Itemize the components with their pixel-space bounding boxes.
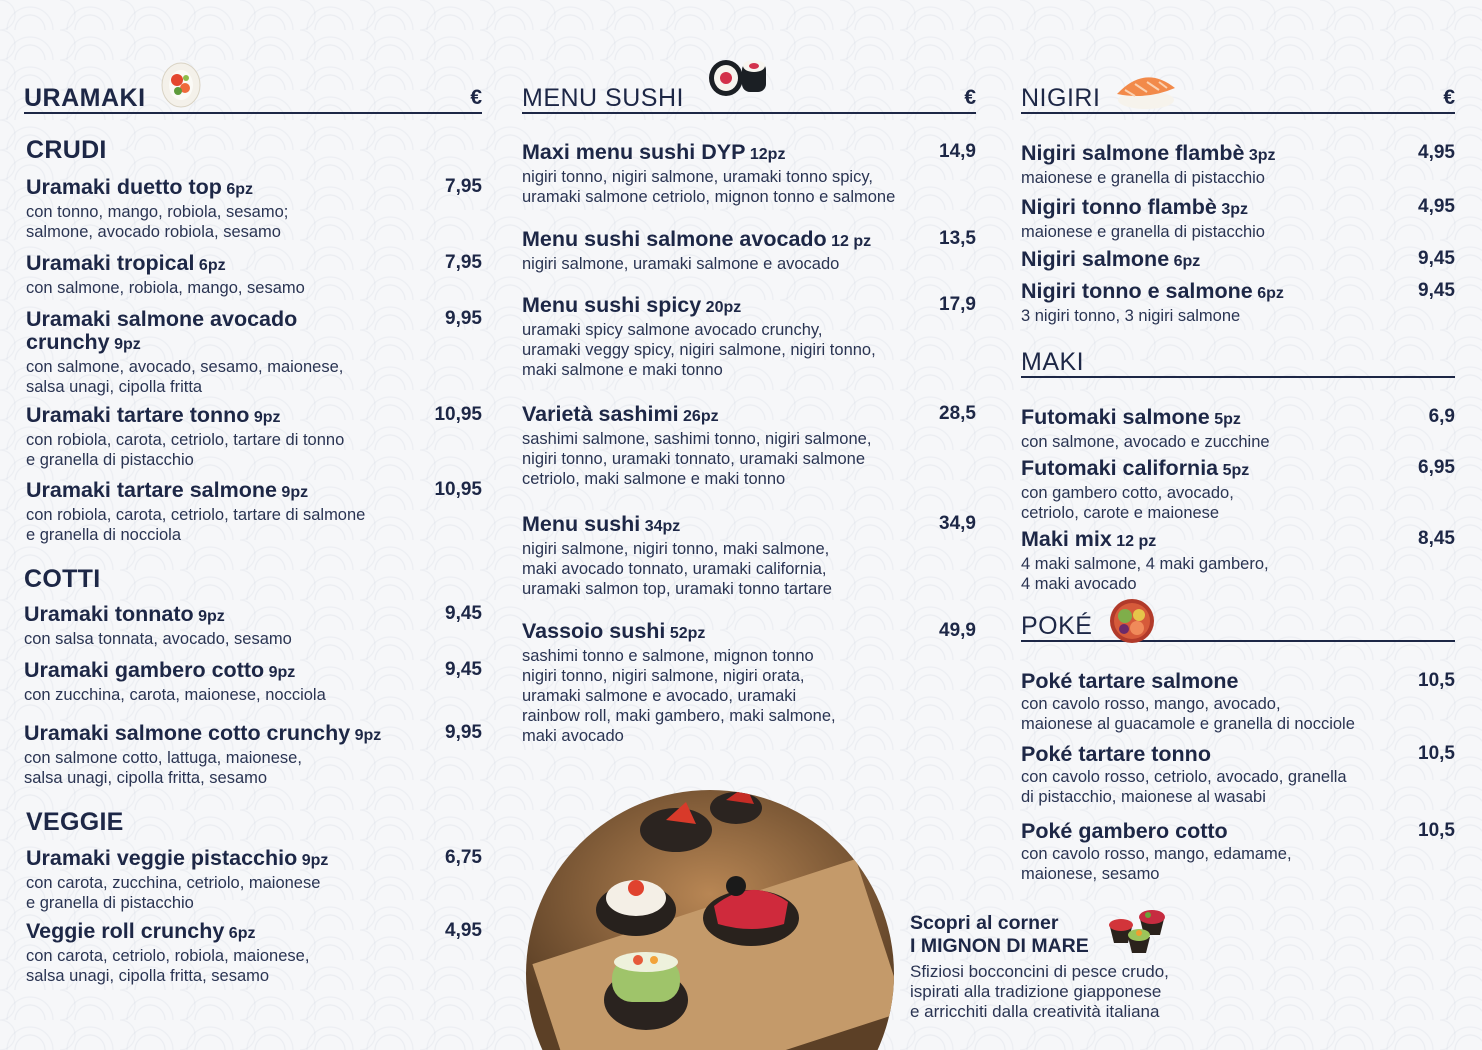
item-price: 13,5 (939, 228, 976, 249)
description-line: con zucchina, carota, maionese, nocciola (24, 686, 326, 704)
item-quantity: 3pz (1216, 201, 1249, 218)
item-title: Poké gambero cotto (1021, 819, 1228, 843)
menu-item (1021, 142, 1455, 188)
menu-item (1021, 457, 1455, 523)
item-name (1021, 743, 1455, 766)
item-name (26, 308, 482, 356)
mignon-platter-photo (526, 790, 894, 1050)
item-title: Menu sushi salmone avocado (522, 227, 827, 251)
item-price: 9,45 (445, 603, 482, 624)
description-line: nigiri tonno, uramaki tonnato, uramaki salmone (522, 450, 866, 468)
description-line: salsa unagi, cipolla fritta, sesamo (26, 967, 270, 985)
subhead-veggie: VEGGIE (26, 808, 124, 836)
item-name (1021, 280, 1455, 305)
corner-desc-line: ispirati alla tradizione giapponese (910, 982, 1162, 1001)
item-name (1021, 406, 1455, 431)
item-title: Nigiri tonno flambè (1021, 195, 1217, 219)
description-line: sashimi salmone, sashimi tonno, nigiri salmone, (522, 430, 872, 448)
mignon-corner-promo (910, 912, 1230, 1022)
item-name (1021, 196, 1455, 221)
item-description (26, 505, 482, 545)
item-description (1021, 168, 1455, 188)
description-line: salsa unagi, cipolla fritta, sesamo (24, 769, 268, 787)
item-title: Uramaki tonnato (24, 602, 194, 626)
menu-item (24, 603, 482, 649)
item-quantity: 9pz (350, 727, 382, 744)
item-name (522, 228, 976, 253)
item-title: Uramaki salmone avocado (26, 307, 298, 331)
menu-item (522, 403, 976, 489)
item-description (26, 946, 482, 986)
maki-header (1021, 338, 1455, 378)
item-description (1021, 694, 1455, 734)
menu-item (522, 228, 976, 274)
currency-symbol: € (964, 86, 976, 109)
currency-symbol: € (470, 86, 482, 109)
description-line: maionese e granella di pistacchio (1021, 223, 1265, 241)
description-line: con salmone, robiola, mango, sesamo (26, 279, 305, 297)
description-line: nigiri salmone, nigiri tonno, maki salmone, (522, 540, 830, 558)
item-title: Nigiri salmone (1021, 247, 1170, 271)
menu-item (1021, 248, 1455, 273)
item-title: Futomaki california (1021, 456, 1219, 480)
menu-item (1021, 280, 1455, 326)
description-line: 4 maki salmone, 4 maki gambero, (1021, 555, 1269, 573)
item-price: 14,9 (939, 141, 976, 162)
poke-bowl-icon (1109, 598, 1155, 644)
description-line: con carota, zucchina, cetriolo, maionese (26, 874, 321, 892)
item-quantity: 9pz (297, 852, 329, 869)
menu-item (1021, 196, 1455, 242)
description-line: con salmone, avocado e zucchine (1021, 433, 1270, 451)
item-name (522, 620, 976, 645)
item-description (1021, 844, 1455, 884)
item-name (24, 722, 482, 747)
menu-item (522, 620, 976, 746)
menu-item (26, 847, 482, 913)
section-title: NIGIRI (1021, 84, 1101, 112)
item-quantity: 12pz (745, 146, 786, 163)
item-price: 6,75 (445, 847, 482, 868)
description-line: sashimi tonno e salmone, mignon tonno (522, 647, 814, 665)
item-price: 8,45 (1418, 528, 1455, 549)
salmon-nigiri-icon (1113, 70, 1179, 110)
item-name (26, 847, 482, 872)
item-description (522, 539, 976, 599)
description-line: maki salmone e maki tonno (522, 361, 723, 379)
description-line: maki avocado (522, 727, 624, 745)
menu-item (24, 659, 482, 705)
item-description (26, 873, 482, 913)
uramaki-column (24, 0, 482, 1050)
description-line: con cavolo rosso, mango, edamame, (1021, 845, 1292, 863)
menu-item (26, 404, 482, 470)
item-description (1021, 554, 1455, 594)
menu-item (1021, 528, 1455, 594)
item-price: 7,95 (445, 252, 482, 273)
item-name (26, 176, 482, 201)
description-line: salsa unagi, cipolla fritta (26, 378, 203, 396)
description-line: con cavolo rosso, mango, avocado, (1021, 695, 1281, 713)
item-price: 9,45 (1418, 248, 1455, 269)
item-description (24, 629, 482, 649)
uramaki-roll-icon (160, 58, 202, 108)
description-line: e granella di pistacchio (26, 894, 194, 912)
nigiri-maki-poke-column (1021, 0, 1455, 1050)
item-price: 10,5 (1418, 670, 1455, 691)
item-title: Uramaki veggie pistacchio (26, 846, 298, 870)
item-title: Nigiri salmone flambè (1021, 141, 1245, 165)
description-line: con carota, cetriolo, robiola, maionese, (26, 947, 310, 965)
item-title: Menu sushi spicy (522, 293, 702, 317)
menu-item (1021, 670, 1455, 734)
description-line: nigiri salmone, uramaki salmone e avocado (522, 255, 840, 273)
description-line: 3 nigiri tonno, 3 nigiri salmone (1021, 307, 1241, 325)
item-price: 4,95 (1418, 142, 1455, 163)
corner-desc-line: Sfiziosi bocconcini di pesce crudo, (910, 962, 1169, 981)
section-title: MAKI (1021, 348, 1085, 376)
menu-item (26, 176, 482, 242)
item-description (1021, 767, 1455, 807)
section-title: MENU SUSHI (522, 84, 684, 112)
menu-item (26, 920, 482, 986)
corner-line1: Scopri al corner (910, 912, 1059, 934)
item-description (24, 748, 482, 788)
item-name (522, 513, 976, 538)
description-line: maki avocado tonnato, uramaki california, (522, 560, 827, 578)
item-title-cont: crunchy (26, 330, 110, 354)
item-name (1021, 528, 1455, 553)
item-price: 7,95 (445, 176, 482, 197)
item-description (26, 202, 482, 242)
item-description (522, 429, 976, 489)
description-line: cetriolo, carote e maionese (1021, 504, 1220, 522)
corner-description (910, 962, 1230, 1022)
uramaki-header (24, 74, 482, 114)
description-line: maionese e granella di pistacchio (1021, 169, 1265, 187)
description-line: 4 maki avocado (1021, 575, 1137, 593)
item-price: 10,5 (1418, 820, 1455, 841)
item-title: Maki mix (1021, 527, 1112, 551)
item-price: 28,5 (939, 403, 976, 424)
description-line: uramaki salmon top, uramaki tonno tartare (522, 580, 832, 598)
description-line: uramaki spicy salmone avocado crunchy, (522, 321, 823, 339)
item-price: 10,95 (434, 404, 482, 425)
item-title: Veggie roll crunchy (26, 919, 225, 943)
item-price: 10,95 (434, 479, 482, 500)
item-name (522, 141, 976, 166)
menu-item (24, 722, 482, 788)
item-quantity: 26pz (678, 408, 719, 425)
item-title: Uramaki tartare salmone (26, 478, 277, 502)
corner-desc-line: e arricchiti dalla creatività italiana (910, 1002, 1160, 1021)
item-quantity: 6pz (224, 925, 256, 942)
item-title: Uramaki duetto top (26, 175, 222, 199)
item-description (1021, 306, 1455, 326)
menu-item (26, 308, 482, 397)
description-line: con cavolo rosso, cetriolo, avocado, granella (1021, 768, 1347, 786)
item-name (522, 403, 976, 428)
item-price: 6,9 (1428, 406, 1455, 427)
subhead-cotti: COTTI (24, 565, 101, 593)
item-name (26, 479, 482, 504)
item-quantity: 6pz (1169, 253, 1201, 270)
item-price: 6,95 (1418, 457, 1455, 478)
item-price: 9,95 (445, 722, 482, 743)
description-line: con tonno, mango, robiola, sesamo; (26, 203, 289, 221)
description-line: con salmone cotto, lattuga, maionese, (24, 749, 302, 767)
item-quantity: 34pz (640, 518, 681, 535)
item-quantity: 6pz (221, 181, 254, 198)
item-quantity: 52pz (665, 625, 706, 642)
item-price: 9,45 (445, 659, 482, 680)
item-description (522, 320, 976, 380)
item-title: Vassoio sushi (522, 619, 666, 643)
item-description (522, 167, 976, 207)
nigiri-header (1021, 74, 1455, 114)
description-line: di pistacchio, maionese al wasabi (1021, 788, 1266, 806)
description-line: uramaki salmone cetriolo, mignon tonno e salmone (522, 188, 896, 206)
menu-item (26, 252, 482, 298)
item-title: Maxi menu sushi DYP (522, 140, 746, 164)
menu-item (522, 513, 976, 599)
item-title: Varietà sashimi (522, 402, 679, 426)
item-name (1021, 248, 1455, 273)
description-line: uramaki salmone e avocado, uramaki (522, 687, 797, 705)
item-description (1021, 222, 1455, 242)
description-line: con salsa tonnata, avocado, sesamo (24, 630, 292, 648)
menu-sushi-column (522, 0, 976, 1050)
item-quantity: 9pz (109, 336, 141, 353)
description-line: e granella di nocciola (26, 526, 182, 544)
item-name (24, 659, 482, 684)
item-name (26, 404, 482, 429)
item-quantity: 9pz (264, 664, 296, 681)
item-name (1021, 457, 1455, 482)
item-description (24, 685, 482, 705)
poke-header (1021, 602, 1455, 642)
item-price: 9,95 (445, 308, 482, 329)
item-price: 4,95 (445, 920, 482, 941)
currency-symbol: € (1443, 86, 1455, 109)
description-line: e granella di pistacchio (26, 451, 194, 469)
item-quantity: 6pz (1252, 285, 1284, 302)
item-price: 10,5 (1418, 743, 1455, 764)
item-name (26, 252, 482, 277)
menu-item (1021, 743, 1455, 807)
menu-item (1021, 820, 1455, 884)
item-price: 49,9 (939, 620, 976, 641)
item-name (26, 920, 482, 945)
item-name (1021, 820, 1455, 843)
item-name (24, 603, 482, 628)
item-description (26, 278, 482, 298)
description-line: maionese al guacamole e granella di nocciole (1021, 715, 1355, 733)
item-description (1021, 483, 1455, 523)
corner-line2: I MIGNON DI MARE (910, 935, 1089, 957)
item-description (26, 430, 482, 470)
item-title: Futomaki salmone (1021, 405, 1210, 429)
item-title: Uramaki tropical (26, 251, 195, 275)
description-line: nigiri tonno, nigiri salmone, nigiri orata, (522, 667, 805, 685)
subhead-crudi: CRUDI (26, 136, 107, 164)
item-description (522, 646, 976, 746)
section-title: POKÉ (1021, 612, 1093, 640)
item-name (1021, 142, 1455, 167)
maki-rolls-icon (706, 56, 770, 98)
item-quantity: 5pz (1218, 462, 1250, 479)
item-title: Uramaki gambero cotto (24, 658, 265, 682)
item-price: 34,9 (939, 513, 976, 534)
item-name (1021, 670, 1455, 693)
description-line: con robiola, carota, cetriolo, tartare di salmone (26, 506, 366, 524)
item-quantity: 12 pz (826, 233, 872, 250)
item-title: Poké tartare salmone (1021, 669, 1239, 693)
item-quantity: 9pz (249, 409, 281, 426)
description-line: uramaki veggy spicy, nigiri salmone, nigiri tonno, (522, 341, 876, 359)
item-description (522, 254, 976, 274)
item-title: Menu sushi (522, 512, 641, 536)
menu-item (1021, 406, 1455, 452)
item-price: 9,45 (1418, 280, 1455, 301)
description-line: rainbow roll, maki gambero, maki salmone, (522, 707, 836, 725)
item-quantity: 5pz (1209, 411, 1241, 428)
item-quantity: 12 pz (1111, 533, 1157, 550)
item-price: 17,9 (939, 294, 976, 315)
item-title: Uramaki tartare tonno (26, 403, 250, 427)
description-line: con salmone, avocado, sesamo, maionese, (26, 358, 344, 376)
item-price: 4,95 (1418, 196, 1455, 217)
section-title: URAMAKI (24, 84, 146, 112)
menu-item (26, 479, 482, 545)
description-line: con gambero cotto, avocado, (1021, 484, 1234, 502)
item-title: Poké tartare tonno (1021, 742, 1211, 766)
description-line: con robiola, carota, cetriolo, tartare di tonno (26, 431, 345, 449)
description-line: cetriolo, maki salmone e maki tonno (522, 470, 786, 488)
menu-item (522, 294, 976, 380)
item-quantity: 9pz (193, 608, 225, 625)
item-title: Uramaki salmone cotto crunchy (24, 721, 351, 745)
item-description (1021, 432, 1455, 452)
item-description (26, 357, 482, 397)
item-name (522, 294, 976, 319)
description-line: maionese, sesamo (1021, 865, 1160, 883)
item-quantity: 20pz (701, 299, 742, 316)
item-quantity: 3pz (1244, 147, 1276, 164)
menu-item (522, 141, 976, 207)
item-quantity: 6pz (194, 257, 226, 274)
description-line: salmone, avocado robiola, sesamo (26, 223, 281, 241)
mignon-bites-icon (1104, 905, 1174, 957)
item-quantity: 9pz (276, 484, 309, 501)
description-line: nigiri tonno, nigiri salmone, uramaki tonno spicy, (522, 168, 873, 186)
item-title: Nigiri tonno e salmone (1021, 279, 1253, 303)
